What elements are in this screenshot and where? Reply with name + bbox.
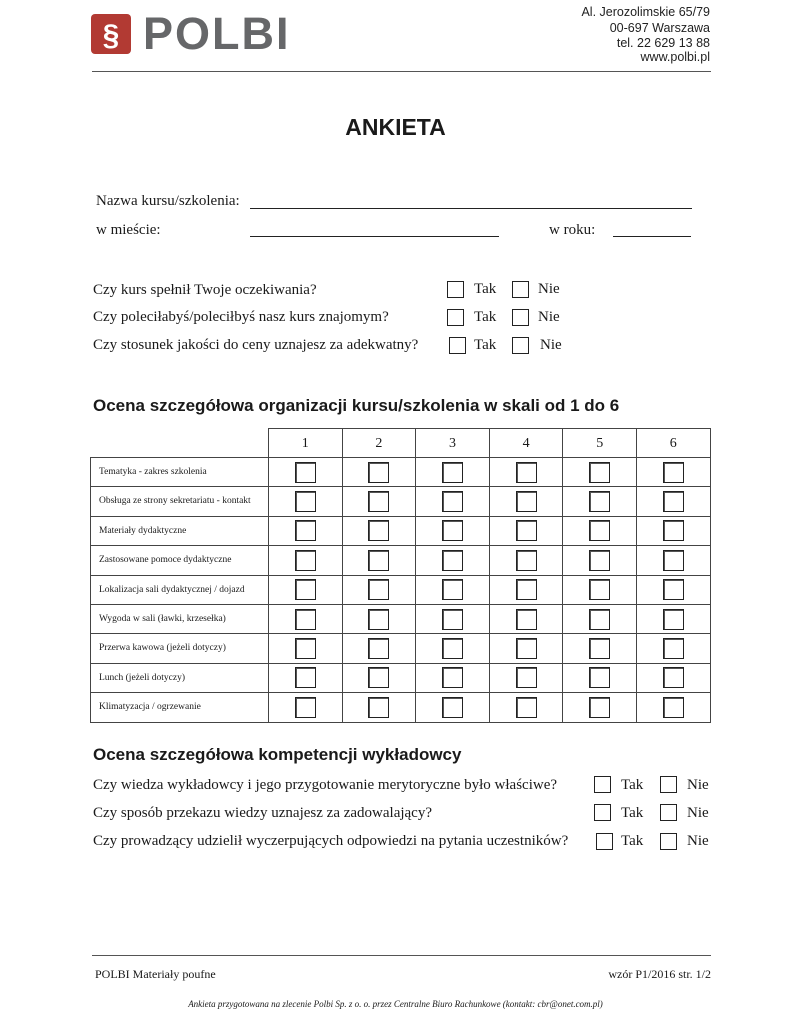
scale-header: 5 [562, 428, 636, 457]
grid-cell [415, 663, 489, 692]
grid-cell [636, 663, 710, 692]
scale-header: 2 [342, 428, 416, 457]
grid-border-bottom [90, 722, 711, 723]
rating-checkbox[interactable] [442, 697, 463, 718]
rating-checkbox[interactable] [663, 579, 684, 600]
rating-checkbox[interactable] [368, 667, 389, 688]
rating-checkbox[interactable] [516, 491, 537, 512]
rating-checkbox[interactable] [663, 638, 684, 659]
yes-label: Tak [474, 281, 497, 297]
rating-checkbox[interactable] [516, 579, 537, 600]
footer-divider [92, 955, 711, 956]
question-expectations: Czy kurs spełnił Twoje oczekiwania? [93, 282, 317, 298]
logo-text: POLBI [143, 8, 291, 59]
grid-cell [268, 457, 342, 486]
scale-header: 4 [489, 428, 563, 457]
no-checkbox[interactable] [512, 337, 529, 354]
rating-checkbox[interactable] [295, 491, 316, 512]
criteria-label: Przerwa kawowa (jeżeli dotyczy) [90, 633, 268, 662]
rating-checkbox[interactable] [589, 697, 610, 718]
rating-checkbox[interactable] [295, 579, 316, 600]
section-sign-logo-icon [91, 14, 131, 54]
no-checkbox[interactable] [512, 309, 529, 326]
yes-checkbox[interactable] [596, 833, 613, 850]
rating-checkbox[interactable] [295, 697, 316, 718]
grid-cell [489, 575, 563, 604]
grid-cell [342, 633, 416, 662]
footer-note: Ankieta przygotowana na zlecenie Polbi Sp. z o. o. przez Centralne Biuro Rachunkowe (kontakt: cbr@onet.com.pl) [188, 999, 603, 1009]
organization-heading: Ocena szczegółowa organizacji kursu/szkolenia w skali od 1 do 6 [93, 396, 620, 415]
grid-cell [342, 486, 416, 515]
grid-cell [415, 692, 489, 721]
rating-checkbox[interactable] [442, 462, 463, 483]
criteria-label: Obsługa ze strony sekretariatu - kontakt [90, 486, 268, 515]
grid-border-top [268, 428, 710, 429]
grid-cell [342, 604, 416, 633]
grid-cell [268, 545, 342, 574]
rating-checkbox[interactable] [442, 550, 463, 571]
rating-checkbox[interactable] [663, 697, 684, 718]
rating-checkbox[interactable] [368, 491, 389, 512]
yes-checkbox[interactable] [594, 776, 611, 793]
rating-checkbox[interactable] [368, 520, 389, 541]
yes-label: Tak [621, 805, 644, 821]
grid-cell [342, 663, 416, 692]
grid-cell [268, 692, 342, 721]
rating-checkbox[interactable] [516, 462, 537, 483]
rating-checkbox[interactable] [295, 520, 316, 541]
grid-cell [636, 575, 710, 604]
criteria-label: Wygoda w sali (ławki, krzesełka) [90, 604, 268, 633]
question-lecturer-knowledge: Czy wiedza wykładowcy i jego przygotowanie merytoryczne było właściwe? [93, 777, 558, 793]
scale-header: 6 [636, 428, 710, 457]
rating-checkbox[interactable] [442, 579, 463, 600]
yes-checkbox[interactable] [449, 337, 466, 354]
rating-checkbox[interactable] [442, 609, 463, 630]
grid-cell [636, 516, 710, 545]
grid-corner-blank [90, 428, 268, 457]
rating-checkbox[interactable] [516, 638, 537, 659]
course-name-label: Nazwa kursu/szkolenia: [96, 193, 240, 209]
rating-checkbox[interactable] [516, 609, 537, 630]
course-name-field[interactable] [250, 208, 692, 209]
city-label: w mieście: [96, 222, 161, 238]
grid-cell [489, 604, 563, 633]
rating-grid [90, 428, 710, 722]
grid-cell [415, 486, 489, 515]
grid-cell [562, 663, 636, 692]
grid-cell [268, 575, 342, 604]
year-label: w roku: [549, 222, 596, 238]
footer-left: POLBI Materiały poufne [95, 967, 216, 981]
grid-cell [562, 545, 636, 574]
no-checkbox[interactable] [660, 776, 677, 793]
no-label: Nie [538, 309, 560, 325]
grid-cell [636, 692, 710, 721]
grid-cell [489, 545, 563, 574]
no-checkbox[interactable] [512, 281, 529, 298]
grid-cell [489, 516, 563, 545]
rating-checkbox[interactable] [589, 667, 610, 688]
grid-cell [342, 575, 416, 604]
rating-checkbox[interactable] [295, 462, 316, 483]
grid-cell [636, 604, 710, 633]
rating-checkbox[interactable] [368, 579, 389, 600]
rating-checkbox[interactable] [663, 609, 684, 630]
grid-cell [489, 486, 563, 515]
rating-checkbox[interactable] [368, 697, 389, 718]
criteria-label: Lunch (jeżeli dotyczy) [90, 663, 268, 692]
grid-border-right [710, 428, 711, 722]
question-value: Czy stosunek jakości do ceny uznajesz za adekwatny? [93, 337, 419, 353]
criteria-label: Klimatyzacja / ogrzewanie [90, 692, 268, 721]
rating-checkbox[interactable] [442, 638, 463, 659]
lecturer-heading: Ocena szczegółowa kompetencji wykładowcy [93, 745, 462, 764]
grid-cell [342, 516, 416, 545]
grid-cell [415, 516, 489, 545]
question-lecturer-delivery: Czy sposób przekazu wiedzy uznajesz za zadowalający? [93, 805, 433, 821]
grid-cell [489, 457, 563, 486]
grid-cell [489, 633, 563, 662]
no-checkbox[interactable] [660, 833, 677, 850]
grid-cell [562, 457, 636, 486]
grid-cell [636, 545, 710, 574]
criteria-label: Tematyka - zakres szkolenia [90, 457, 268, 486]
svg-text:§: § [102, 19, 120, 52]
rating-checkbox[interactable] [368, 550, 389, 571]
rating-checkbox[interactable] [663, 491, 684, 512]
rating-checkbox[interactable] [442, 491, 463, 512]
no-label: Nie [687, 777, 709, 793]
grid-cell [562, 575, 636, 604]
rating-checkbox[interactable] [663, 520, 684, 541]
grid-cell [562, 516, 636, 545]
yes-label: Tak [621, 833, 644, 849]
header-divider [92, 71, 711, 72]
rating-checkbox[interactable] [295, 638, 316, 659]
rating-checkbox[interactable] [589, 520, 610, 541]
rating-checkbox[interactable] [295, 550, 316, 571]
grid-cell [268, 663, 342, 692]
rating-checkbox[interactable] [663, 462, 684, 483]
rating-checkbox[interactable] [663, 667, 684, 688]
rating-checkbox[interactable] [516, 520, 537, 541]
grid-cell [562, 486, 636, 515]
criteria-label: Materiały dydaktyczne [90, 516, 268, 545]
rating-checkbox[interactable] [663, 550, 684, 571]
grid-cell [342, 692, 416, 721]
footer-right: wzór P1/2016 str. 1/2 [608, 967, 711, 981]
rating-checkbox[interactable] [368, 638, 389, 659]
website-line: www.polbi.pl [640, 50, 710, 64]
phone-line: tel. 22 629 13 88 [616, 36, 710, 50]
rating-checkbox[interactable] [589, 638, 610, 659]
rating-checkbox[interactable] [516, 667, 537, 688]
no-label: Nie [687, 805, 709, 821]
year-field[interactable] [613, 236, 691, 237]
rating-checkbox[interactable] [589, 550, 610, 571]
no-checkbox[interactable] [660, 804, 677, 821]
question-lecturer-answers: Czy prowadzący udzielił wyczerpujących odpowiedzi na pytania uczestników? [93, 833, 569, 849]
rating-checkbox[interactable] [589, 579, 610, 600]
grid-cell [562, 692, 636, 721]
yes-label: Tak [621, 777, 644, 793]
address-line: 00-697 Warszawa [609, 21, 710, 35]
grid-cell [268, 604, 342, 633]
rating-checkbox[interactable] [516, 550, 537, 571]
rating-checkbox[interactable] [295, 667, 316, 688]
rating-checkbox[interactable] [368, 462, 389, 483]
rating-checkbox[interactable] [589, 609, 610, 630]
rating-checkbox[interactable] [368, 609, 389, 630]
grid-cell [268, 633, 342, 662]
rating-checkbox[interactable] [516, 697, 537, 718]
yes-checkbox[interactable] [447, 309, 464, 326]
page-title: ANKIETA [345, 114, 446, 140]
grid-cell [342, 457, 416, 486]
rating-checkbox[interactable] [295, 609, 316, 630]
no-label: Nie [687, 833, 709, 849]
criteria-label: Lokalizacja sali dydaktycznej / dojazd [90, 575, 268, 604]
grid-cell [636, 486, 710, 515]
rating-checkbox[interactable] [442, 667, 463, 688]
grid-cell [415, 604, 489, 633]
yes-label: Tak [474, 309, 497, 325]
grid-cell [415, 545, 489, 574]
scale-header: 1 [268, 428, 342, 457]
address-line: Al. Jerozolimskie 65/79 [581, 5, 710, 19]
grid-cell [562, 633, 636, 662]
yes-label: Tak [474, 337, 497, 353]
grid-cell [636, 457, 710, 486]
grid-cell [562, 604, 636, 633]
grid-cell [489, 692, 563, 721]
rating-checkbox[interactable] [589, 462, 610, 483]
grid-cell [415, 457, 489, 486]
no-label: Nie [538, 281, 560, 297]
question-recommend: Czy poleciłabyś/poleciłbyś nasz kurs znajomym? [93, 309, 389, 325]
yes-checkbox[interactable] [594, 804, 611, 821]
grid-cell [489, 663, 563, 692]
rating-checkbox[interactable] [442, 520, 463, 541]
grid-cell [415, 633, 489, 662]
grid-cell [415, 575, 489, 604]
yes-checkbox[interactable] [447, 281, 464, 298]
rating-checkbox[interactable] [589, 491, 610, 512]
city-field[interactable] [250, 236, 499, 237]
grid-cell [342, 545, 416, 574]
scale-header: 3 [415, 428, 489, 457]
no-label: Nie [540, 337, 562, 353]
grid-cell [268, 516, 342, 545]
criteria-label: Zastosowane pomoce dydaktyczne [90, 545, 268, 574]
grid-cell [636, 633, 710, 662]
grid-cell [268, 486, 342, 515]
